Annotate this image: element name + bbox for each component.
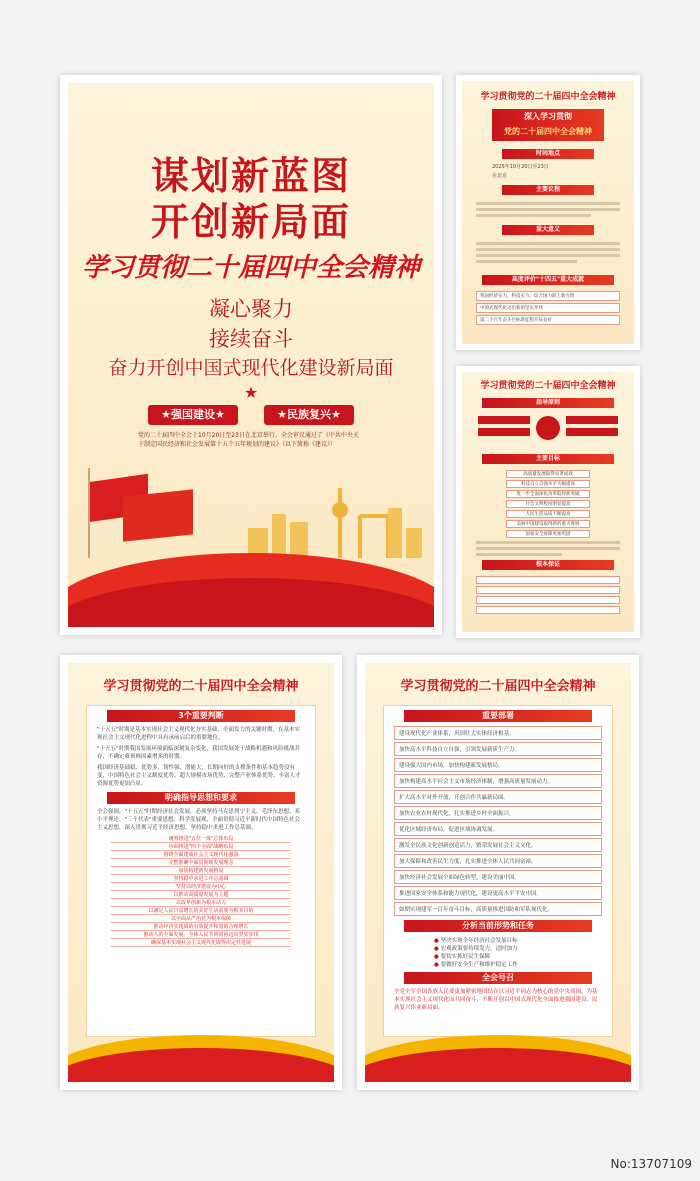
para-1: "十五五"时期是基本实现社会主义现代化夯实基础、全面发力的关键时期，在基本实现社会主义现代化进程中具有承前启后的重要地位。 [97,727,301,741]
bullet-icon: ● [434,962,441,968]
place-text: 在北京 [492,173,508,179]
poster-header: 学习贯彻党的二十届四中全会精神 [103,679,299,694]
situation-list [434,936,562,968]
list-item: 激发全民族文化创新创造活力，繁荣发展社会主义文化。 [394,838,602,852]
poster-overview [456,75,640,350]
section-guidance: 明确指导思想和要求 [107,792,295,804]
section-agenda: 主要议程 [502,185,594,195]
banner-line-1: 深入学习贯彻 [524,112,572,121]
bullet-icon: ● [434,954,441,960]
para-2: "十五五"时期我国发展环境面临深刻复杂变化，我国发展处于战略机遇和风险挑战并存、不确定难预料因素增多的时期。 [97,746,301,760]
list-item: ● 要切实抓好民生保障 [434,954,491,960]
section-time: 时间地点 [502,149,594,159]
slogan-1: 凝心聚力 [209,297,293,321]
poster-header: 学习贯彻党的二十届四中全会精神 [400,679,596,694]
list-item: 以改革创新为根本动力 [111,899,291,907]
flagpole [88,468,90,558]
list-item: 以全面从严治党为根本保障 [111,915,291,923]
badge-rejuvenation: ★民族复兴★ [264,405,354,425]
list-item: 加快农业农村现代化，扎实推进乡村全面振兴。 [394,806,602,820]
list-item: ● 坚决实现全年经济社会发展目标 [434,938,518,944]
deployment-list [394,726,602,916]
watermark-id: No:13707109 [610,1157,692,1171]
time-text: 2025年10月20日至23日 [492,164,549,170]
list-item: 建设强大国内市场，加快构建新发展格局。 [394,758,602,772]
list-item: ● 要做好安全生产和维护稳定工作 [434,962,518,968]
list-item: 扩大高水平对外开放，开创合作共赢新局面。 [394,790,602,804]
main-poster [60,75,442,635]
list-item: 完整准确全面贯彻新发展理念 [111,859,291,867]
list-item: 进一步全面深化改革取得新突破 [506,490,590,498]
star-icon: ★ [243,383,259,402]
list-item: 坚持以经济建设为中心 [111,883,291,891]
goals-list [506,468,590,540]
red-flag [123,489,193,541]
section-situation: 分析当前形势和任务 [404,920,592,932]
list-item: 我国经济实力、科技实力、综合国力跃上新台阶 [476,291,620,301]
list-item: 确保基本实现社会主义现代化取得决定性进展 [111,939,291,947]
city-skyline [248,478,428,558]
agenda-lines [476,199,620,220]
list-item: 建设现代化产业体系，巩固壮大实体经济根基。 [394,726,602,740]
evaluation-list [476,289,620,327]
poster-header: 学习贯彻党的二十届四中全会精神 [480,92,616,102]
list-item: 推进国家安全体系和能力现代化，建设更高水平平安中国。 [394,886,602,900]
list-item: 加快构建新发展格局 [111,867,291,875]
section-principles: 指导原则 [482,398,614,408]
list-item: 推动人的全面发展、全体人民共同富裕迈出坚实步伐 [111,931,291,939]
banner [492,109,604,141]
content-panel [86,705,316,1037]
calligraphy-title: 学习贯彻二十届四中全会精神 [81,253,420,283]
main-title-1: 谋划新蓝图 [150,154,351,198]
para-3: 我国经济基础稳、优势多、韧性强、潜能大，长期向好的支撑条件和基本趋势没有变，中国特色社会主义制度优势、超大规模市场优势、完整产业体系优势、丰富人才资源优势更加凸显。 [97,765,301,787]
list-item: 协调推进"四个全面"战略布局 [111,843,291,851]
list-item: 推动经济实现质的有效提升和量的合理增长 [111,923,291,931]
intro-text: 党的二十届四中全会于10月20日至23日在北京举行。全会审议通过了《中共中央关于制定国民经济和社会发展第十五个五年规划的建议》（以下简称《建议》） [138,432,359,448]
poster-judgments [60,655,342,1090]
meaning-lines [476,239,620,266]
guarantee-lines [476,574,620,616]
badge-strong-nation: ★强国建设★ [148,405,238,425]
list-item: 统筹推进"五位一体"总体布局 [111,835,291,843]
section-goals: 主要目标 [482,454,614,464]
list-item: 以满足人民日益增长的美好生活需要为根本目的 [111,907,291,915]
slogan-3: 奋力开创中国式现代化建设新局面 [108,357,394,379]
bullet-icon: ● [434,938,441,944]
poster-deployment [357,655,639,1090]
slogan-2: 接续奋斗 [209,327,293,351]
principles-diagram [478,414,618,448]
banner-line-2: 党的二十届四中全会精神 [504,127,592,136]
guidance-list [111,835,291,947]
list-item: 科技自立自强水平大幅提高 [506,480,590,488]
list-item: 第二个百年奋斗目标新征程开局良好 [476,315,620,325]
content-panel [383,705,613,1037]
list-item: 以推动高质量发展为主题 [111,891,291,899]
list-item: 人民生活品质不断提高 [506,510,590,518]
list-item: 围绕全面建成社会主义现代化强国 [111,851,291,859]
section-call: 全会号召 [404,972,592,984]
list-item: 加快经济社会发展全面绿色转型，建设美丽中国。 [394,870,602,884]
list-item: 加快构建高水平社会主义市场经济体制，增强高质量发展动力。 [394,774,602,788]
section-meaning: 重大意义 [502,225,594,235]
list-item: 中国式现代化迈出新的坚实步伐 [476,303,620,313]
poster-header: 学习贯彻党的二十届四中全会精神 [480,381,616,391]
list-item: 加快高水平科技自立自强，引领发展新质生产力。 [394,742,602,756]
main-title-2: 开创新局面 [150,200,351,244]
bullet-icon: ● [434,946,441,952]
para-4: 全会强调，"十五五"时期经济社会发展，必须坚持马克思列宁主义、毛泽东思想、邓小平理论、"三个代表"重要思想、科学发展观，全面贯彻习近平新时代中国特色社会主义思想，深入贯彻习近平经济思想，坚持稳中求进工作总基调。 [97,809,301,831]
list-item: 高质量发展取得显著成效 [506,470,590,478]
poster-goals [456,366,640,638]
list-item: 坚持稳中求进工作总基调 [111,875,291,883]
list-item: 社会文明程度明显提高 [506,500,590,508]
goals-desc-lines [476,538,620,559]
list-item: 美丽中国建设取得新的重大进展 [506,520,590,528]
section-evaluation: 高度评价"十四五"重大成就 [482,275,614,285]
list-item: 国家安全屏障更加巩固 [506,530,590,538]
section-deployment: 重要部署 [404,710,592,722]
list-item: ● 宏观政策要持续发力，适时加力 [434,946,518,952]
section-judgments: 3个重要判断 [107,710,295,722]
closing-text: 全党全军全国各族人民要更加紧密地团结在以习近平同志为核心的党中央周围，为基本实现社会主义现代化而共同奋斗，不断开创以中国式现代化全面推进强国建设、民族复兴伟业新局面。 [394,989,598,1011]
list-item: 如期实现建军一百年奋斗目标，高质量推进国防和军队现代化。 [394,902,602,916]
list-item: 加大保障和改善民生力度，扎实推进全体人民共同富裕。 [394,854,602,868]
list-item: 优化区域经济布局，促进区域协调发展。 [394,822,602,836]
section-guarantee: 根本保证 [482,560,614,570]
